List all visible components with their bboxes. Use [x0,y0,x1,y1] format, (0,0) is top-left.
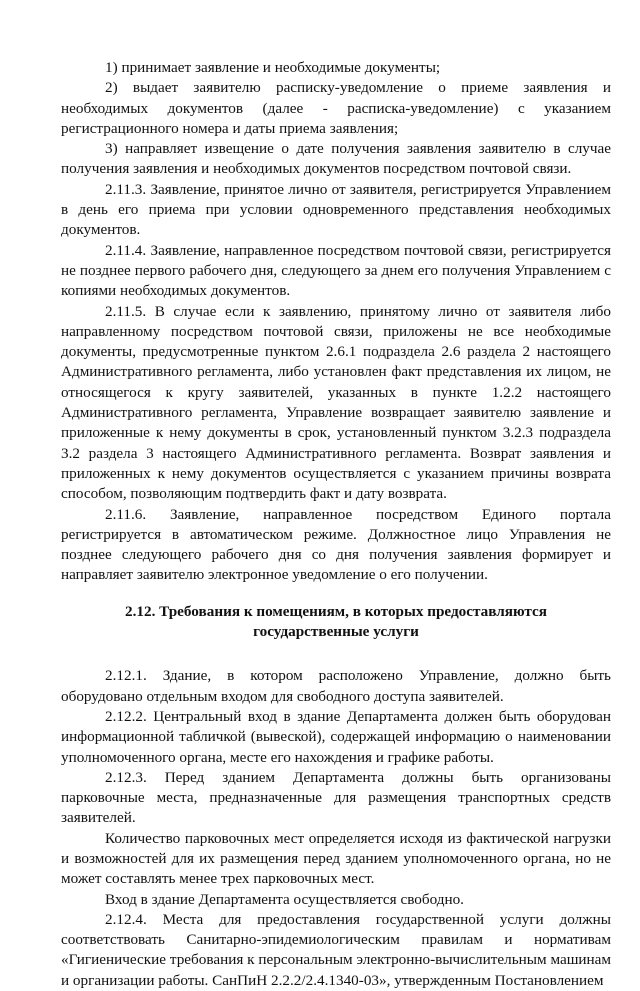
paragraph-2-12-2: 2.12.2. Центральный вход в здание Департамента должен быть оборудован информационной табличкой (вывеской), содержащей информацию о наименовании уполномоченного органа, месте его нахождения и графике работы. [61,707,611,766]
paragraph-item-2: 2) выдает заявителю расписку-уведомление о приеме заявления и необходимых документов (далее - расписка-уведомление) с указанием регистрационного номера и даты приема заявления; [61,79,611,137]
paragraph-2-12-3: 2.12.3. Перед зданием Департамента должны быть организованы парковочные места, предназначенные для размещения транспортных средств заявителей. [61,768,611,827]
paragraph-2-12-1: 2.12.1. Здание, в котором расположено Управление, должно быть оборудовано отдельным входом для свободного доступа заявителей. [61,667,611,705]
section-heading-2-12: 2.12. Требования к помещениям, в которых предоставляются государственные услуги [125,602,547,641]
paragraph-2-11-3: 2.11.3. Заявление, принятое лично от заявителя, регистрируется Управлением в день его приема при условии одновременного представления необходимых документов. [61,180,611,239]
paragraph-parking-count: Количество парковочных мест определяется исходя из фактической нагрузки и возможностей для их размещения перед зданием уполномоченного органа, но не может составлять менее трех парковочных мест. [61,829,611,888]
paragraph-entrance: Вход в здание Департамента осуществляется свободно. [105,890,464,908]
paragraph-2-11-4: 2.11.4. Заявление, направленное посредством почтовой связи, регистрируется не позднее первого рабочего дня, следующего за днем его получения Управлением с копиями необходимых документов. [61,241,611,300]
paragraph-2-11-5: 2.11.5. В случае если к заявлению, принятому лично от заявителя либо направленному посредством почтовой связи, приложены не все необходимые документы, предусмотренные пунктом 2.6.1 подраздела 2.6 раздела 2 настоящего Административного регламента, либо установлен факт представления их лицом, не относящегося к кругу заявителей, указанных в пункте 1.2.2 настоящего Административного регламента, Управление возвращает заявителю заявление и приложенные к нему документы в срок, установленный пунктом 3.2.3 подраздела 3.2 раздела 3 настоящего Административного регламента. Возврат заявления и приложенных к нему документов осуществляется с указанием причины возврата способом, позволяющим подтвердить факт и дату возврата. [61,302,611,503]
document-page [61,58,611,991]
paragraph-2-12-4: 2.12.4. Места для предоставления государственной услуги должны соответствовать Санитарно-эпидемиологическим правилам и нормативам «Гигиенические требования к персональным электронно-вычислительным машинам и организации работы. СанПиН 2.2.2/2.4.1340-03», утвержденным Постановлением [61,910,611,989]
paragraph-item-3: 3) направляет извещение о дате получения заявления заявителю в случае получения заявления и необходимых документов посредством почтовой связи. [61,140,611,178]
paragraph-2-11-6: 2.11.6. Заявление, направленное посредством Единого портала регистрируется в автоматическом режиме. Должностное лицо Управления не позднее следующего рабочего дня со дня получения заявления формирует и направляет заявителю электронное уведомление о его получении. [61,505,611,584]
paragraph-item-1: 1) принимает заявление и необходимые документы; [105,59,441,76]
